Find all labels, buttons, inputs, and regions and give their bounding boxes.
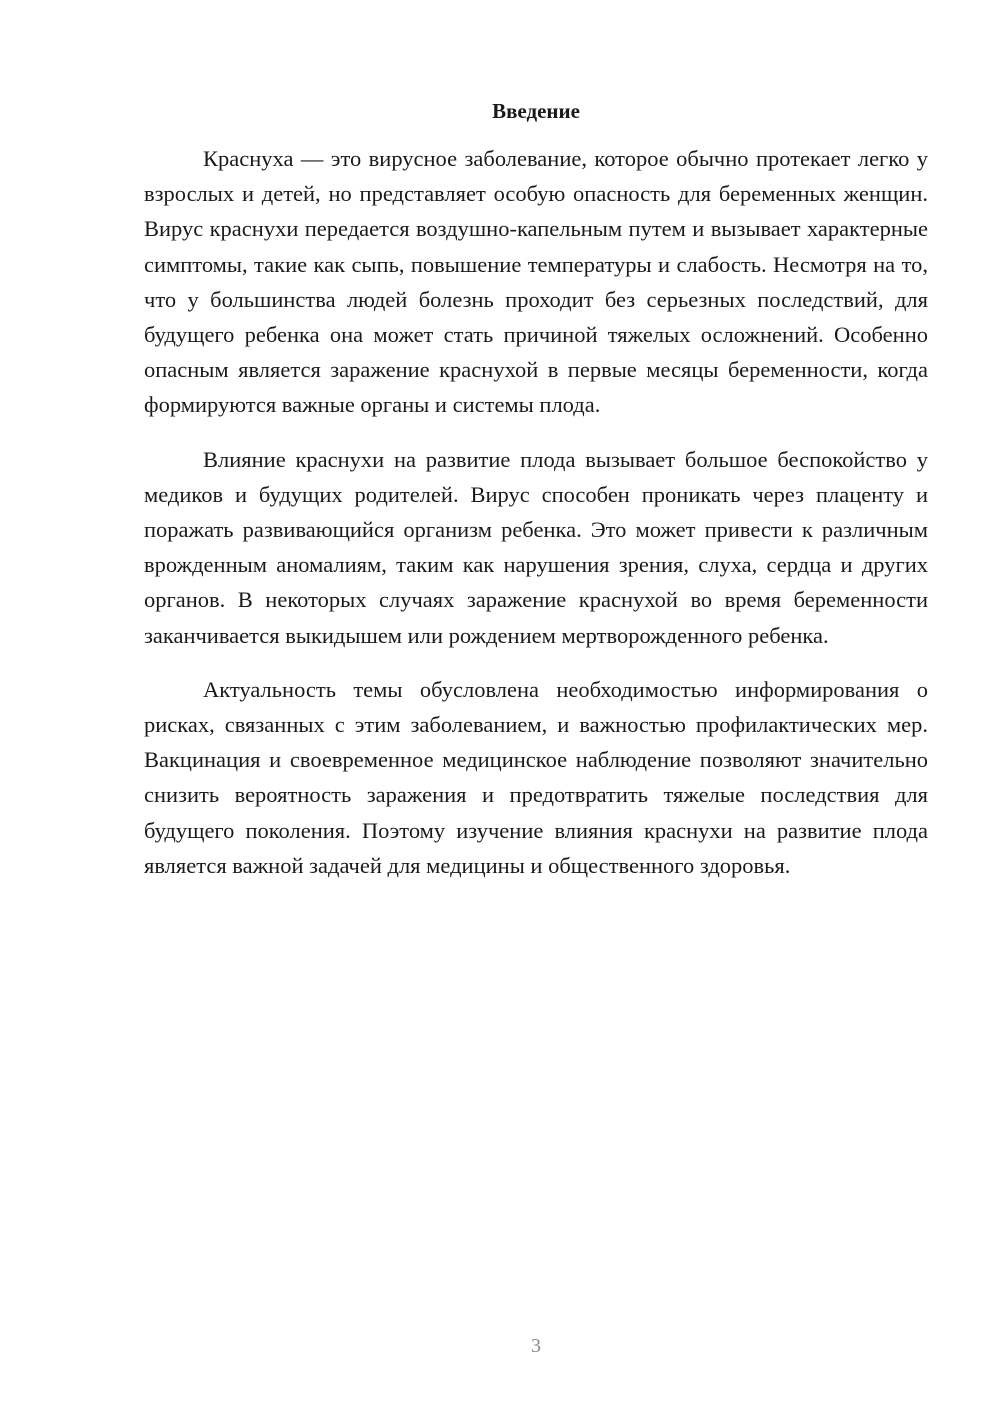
page-content [144, 96, 928, 902]
paragraph-intro: Краснуха — это вирусное заболевание, которое обычно протекает легко у взрослых и детей, но представляет особую опасность для беременных женщин. Вирус краснухи передается воздушно-капельным путем и вызывает характерные симптомы, такие как сыпь, повышение температуры и слабость. Несмотря на то, что у большинства людей болезнь проходит без серьезных последствий, для будущего ребенка она может стать причиной тяжелых осложнений. Особенно опасным является заражение краснухой в первые месяцы беременности, когда формируются важные органы и системы плода. [144, 146, 928, 418]
paragraph-relevance: Актуальность темы обусловлена необходимостью информирования о рисках, связанных с этим заболеванием, и важностью профилактических мер. Вакцинация и своевременное медицинское наблюдение позволяют значительно снизить вероятность заражения и предотвратить тяжелые последствия для будущего поколения. Поэтому изучение влияния краснухи на развитие плода является важной задачей для медицины и общественного здоровья. [144, 676, 928, 878]
page-number: 3 [531, 1335, 541, 1357]
paragraph-fetal-impact: Влияние краснухи на развитие плода вызывает большое беспокойство у медиков и будущих родителей. Вирус способен проникать через плаценту и поражать развивающийся организм ребенка. Это может привести к различным врожденным аномалиям, таким как нарушения зрения, слуха, сердца и других органов. В некоторых случаях заражение краснухой во время беременности заканчивается выкидышем или рождением мертворожденного ребенка. [144, 446, 928, 648]
section-heading: Введение [492, 99, 580, 123]
